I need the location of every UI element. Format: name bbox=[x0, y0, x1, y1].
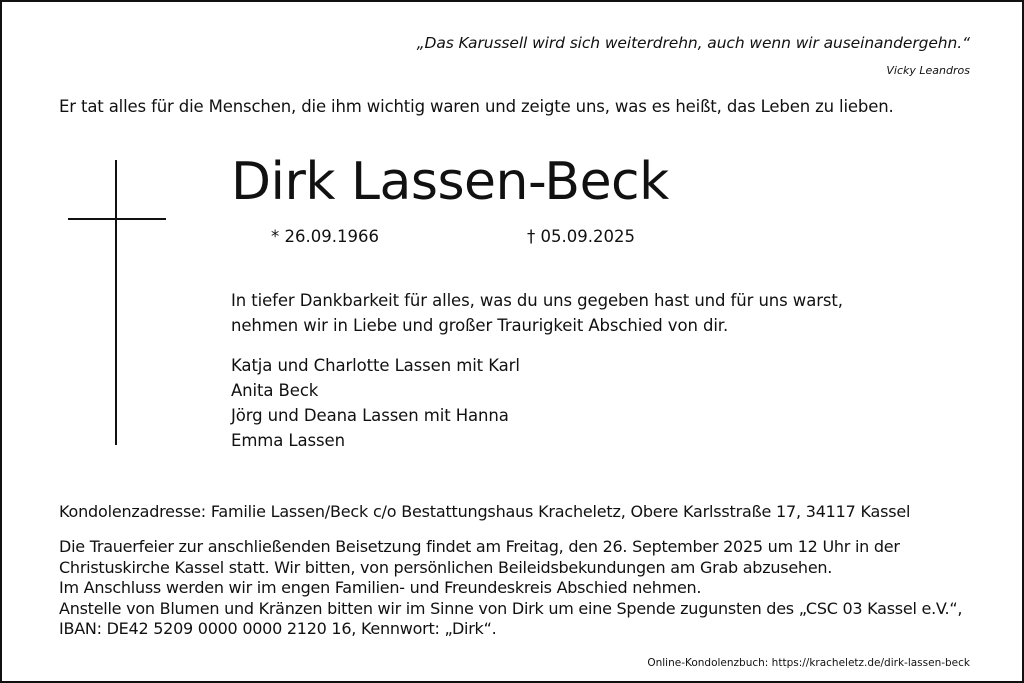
service-line: Anstelle von Blumen und Kränzen bitten wir im Sinne von Dirk um eine Spende zugunsten des „CSC 03 Kassel e.V.“, bbox=[59, 598, 963, 618]
service-line: Christuskirche Kassel statt. Wir bitten, von persönlichen Beileidsbekundungen am Grab abzusehen. bbox=[59, 557, 833, 577]
cross-vertical-bar bbox=[115, 160, 117, 445]
mourner-name: Emma Lassen bbox=[231, 431, 345, 450]
mourner-name: Jörg und Deana Lassen mit Hanna bbox=[231, 406, 509, 425]
death-date: † 05.09.2025 bbox=[527, 227, 635, 246]
gratitude-text bbox=[231, 288, 843, 338]
intro-text: Er tat alles für die Menschen, die ihm wichtig waren und zeigte uns, was es heißt, das Leben zu lieben. bbox=[59, 97, 894, 116]
service-information bbox=[59, 537, 962, 640]
service-line: Im Anschluss werden wir im engen Familien- und Freundeskreis Abschied nehmen. bbox=[59, 578, 702, 597]
cross-horizontal-bar bbox=[68, 218, 166, 220]
condolence-address: Kondolenzadresse: Familie Lassen/Beck c/o Bestattungshaus Kracheletz, Obere Karlsstraße 17, 34117 Kassel bbox=[59, 502, 911, 521]
quote-text: „Das Karussell wird sich weiterdrehn, auch wenn wir auseinandergehn.“ bbox=[416, 34, 970, 52]
deceased-name: Dirk Lassen-Beck bbox=[231, 152, 669, 212]
mourner-name: Anita Beck bbox=[231, 381, 319, 400]
mourners-list bbox=[231, 353, 520, 453]
quote-author: Vicky Leandros bbox=[886, 64, 970, 77]
birth-date: * 26.09.1966 bbox=[271, 227, 379, 246]
mourner-name: Katja und Charlotte Lassen mit Karl bbox=[231, 356, 520, 375]
gratitude-line: nehmen wir in Liebe und großer Traurigkeit Abschied von dir. bbox=[231, 316, 729, 335]
online-condolence-link[interactable]: Online-Kondolenzbuch: https://kracheletz.de/dirk-lassen-beck bbox=[647, 657, 970, 669]
service-line: IBAN: DE42 5209 0000 0000 2120 16, Kennwort: „Dirk“. bbox=[59, 619, 497, 638]
service-line: Die Trauerfeier zur anschließenden Beisetzung findet am Freitag, den 26. September 2025 um 12 Uhr in der bbox=[59, 537, 900, 556]
gratitude-line: In tiefer Dankbarkeit für alles, was du uns gegeben hast und für uns warst, bbox=[231, 291, 843, 310]
